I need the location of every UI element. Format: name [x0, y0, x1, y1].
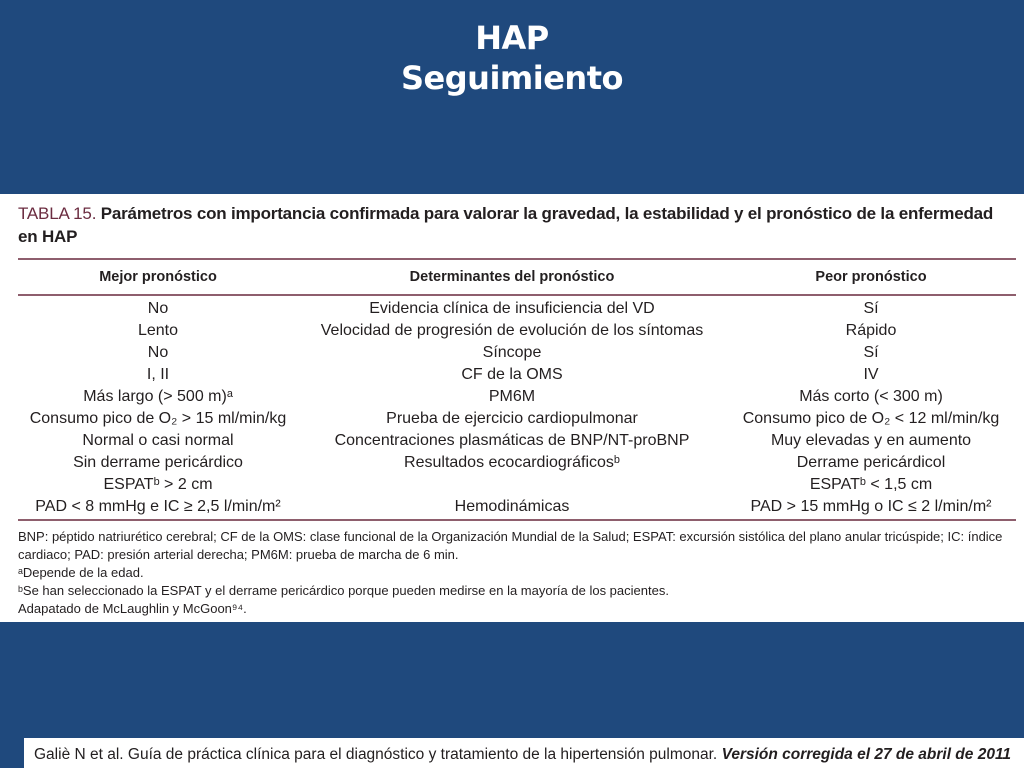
cell-determinant: Prueba de ejercicio cardiopulmonar — [386, 410, 638, 427]
table-row — [18, 452, 1016, 474]
header-determinants: Determinantes del pronóstico — [409, 269, 615, 285]
cell-better: No — [147, 344, 169, 361]
footnote-source: Adapatado de McLaughlin y McGoon⁹⁴. — [18, 601, 247, 616]
footnote-abbreviations: BNP: péptido natriurético cerebral; CF de la OMS: clase funcional de la Organización Mundial de la Salud; ESPAT: excursión sistólica del plano anular tricúspide; IC: índice cardiaco; PAD: presión arterial derecha; PM6M: prueba de marcha de 6 min. — [18, 529, 1003, 562]
citation-text: Galiè N et al. Guía de práctica clínica para el diagnóstico y tratamiento de la hipertensión pulmonar. — [34, 746, 718, 763]
citation-bar — [24, 738, 1024, 768]
cell-worse: Consumo pico de O₂ < 12 ml/min/kg — [742, 410, 1000, 427]
cell-determinant: Velocidad de progresión de evolución de los síntomas — [320, 322, 704, 339]
header-better-prognosis: Mejor pronóstico — [99, 269, 217, 285]
cell-better: Lento — [137, 322, 179, 339]
table-row — [18, 298, 1016, 320]
table-row — [18, 364, 1016, 386]
footnote-b: ᵇSe han seleccionado la ESPAT y el derrame pericárdico porque pueden medirse en la mayoría de los pacientes. — [18, 583, 669, 598]
slide-title-line-2: Seguimiento — [401, 59, 623, 97]
cell-better: Sin derrame pericárdico — [73, 454, 243, 471]
cell-determinant: Concentraciones plasmáticas de BNP/NT-proBNP — [334, 432, 690, 449]
cell-better: PAD < 8 mmHg e IC ≥ 2,5 l/min/m² — [35, 498, 281, 515]
cell-determinant — [298, 474, 726, 496]
cell-better: No — [147, 300, 169, 317]
slide-title — [0, 18, 1024, 98]
table-header-row — [18, 260, 1016, 294]
table-panel — [0, 194, 1024, 622]
table-row — [18, 474, 1016, 496]
table-body — [0, 298, 1024, 518]
table-header-rule — [18, 294, 1016, 296]
table-caption-text: Parámetros con importancia confirmada para valorar la gravedad, la estabilidad y el pronóstico de la enfermedad en HAP — [18, 204, 994, 246]
cell-determinant: CF de la OMS — [461, 366, 563, 383]
table-row — [18, 320, 1016, 342]
table-row — [18, 496, 1016, 518]
cell-worse: ESPATᵇ < 1,5 cm — [809, 476, 933, 493]
table-row — [18, 342, 1016, 364]
cell-better: Más largo (> 500 m)ᵃ — [83, 388, 233, 405]
cell-worse: Sí — [863, 300, 879, 317]
table-footnotes — [18, 528, 1018, 618]
cell-determinant: Evidencia clínica de insuficiencia del VD — [369, 300, 655, 317]
cell-worse: Sí — [863, 344, 879, 361]
cell-worse: Rápido — [845, 322, 897, 339]
cell-worse: IV — [863, 366, 879, 383]
cell-worse: Más corto (< 300 m) — [799, 388, 943, 405]
header-worse-prognosis: Peor pronóstico — [815, 269, 927, 285]
citation-version: Versión corregida el 27 de abril de 2011 — [721, 746, 1012, 763]
cell-better: ESPATᵇ > 2 cm — [103, 476, 213, 493]
cell-worse: Muy elevadas y en aumento — [770, 432, 972, 449]
cell-worse: PAD > 15 mmHg o IC ≤ 2 l/min/m² — [750, 498, 992, 515]
cell-determinant: PM6M — [488, 388, 536, 405]
slide-title-line-1: HAP — [475, 19, 549, 57]
cell-determinant: Hemodinámicas — [454, 498, 570, 515]
cell-better: I, II — [146, 366, 170, 383]
table-bottom-rule — [18, 519, 1016, 521]
cell-worse: Derrame pericárdicol — [796, 454, 946, 471]
table-row — [18, 408, 1016, 430]
table-label: TABLA 15. — [18, 204, 97, 223]
cell-better: Consumo pico de O₂ > 15 ml/min/kg — [29, 410, 287, 427]
table-caption — [18, 202, 998, 248]
table-row — [18, 386, 1016, 408]
footnote-a: ᵃDepende de la edad. — [18, 565, 144, 580]
cell-determinant: Resultados ecocardiográficosᵇ — [404, 454, 620, 471]
cell-better: Normal o casi normal — [82, 432, 234, 449]
table-row — [18, 430, 1016, 452]
citation — [34, 745, 1020, 765]
cell-determinant: Síncope — [482, 344, 542, 361]
